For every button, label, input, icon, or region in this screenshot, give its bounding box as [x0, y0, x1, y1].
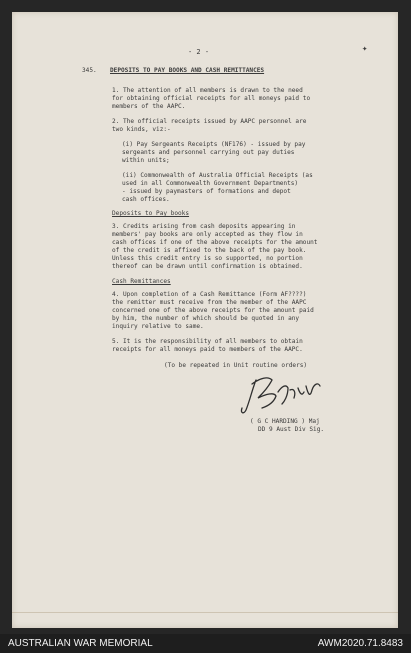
para-1-line-1: 1. The attention of all members is drawn to the need [112, 87, 303, 94]
item-i-line-3: within units; [122, 157, 170, 164]
document-text [12, 12, 398, 628]
para-3-line-3: cash offices if one of the above receipts for the amount [112, 239, 318, 246]
para-1-line-2: for obtaining official receipts for all moneys paid to [112, 95, 311, 102]
item-ii-line-4: cash offices. [122, 196, 170, 203]
subheading-deposits: Deposits to Pay books [112, 210, 190, 217]
subheading-cash-remittances: Cash Remittances [112, 278, 171, 285]
footer-institution: AUSTRALIAN WAR MEMORIAL [8, 638, 153, 649]
item-ii-line-1: (ii) Commonwealth of Australia Official Receipts (as [122, 172, 313, 179]
item-ii-line-2: used in all Commonwealth Government Departments) [122, 180, 299, 187]
page-number: - 2 - [188, 48, 210, 56]
item-ii-line-3: - issued by paymasters of formations and depot [122, 188, 291, 195]
repeat-note: (To be repeated in Unit routine orders) [164, 362, 308, 369]
para-5-line-2: receipts for all moneys paid to members of the AAPC. [112, 346, 303, 353]
para-2-line-2: two kinds, viz:- [112, 126, 171, 133]
archive-footer [0, 634, 411, 653]
para-2-line-1: 2. The official receipts issued by AAPC personnel are [112, 118, 307, 125]
footer-accession-number: AWM2020.71.8483 [317, 638, 403, 649]
para-4-line-1: 4. Upon completion of a Cash Remittance (Form AF????) [112, 291, 307, 298]
para-3-line-5: Unless this credit entry is so supported, no portion [112, 255, 303, 262]
para-5-line-1: 5. It is the responsibility of all members to obtain [112, 338, 303, 345]
handwritten-signature [238, 368, 328, 418]
para-4-line-4: by him, the number of which should be quoted in any [112, 315, 300, 322]
item-i-line-2: sergeants and personnel carrying out pay duties [122, 149, 295, 156]
para-3-line-6: thereof can be drawn until confirmation is obtained. [112, 263, 303, 270]
para-4-line-3: concerned one of the above receipts for the amount paid [112, 307, 314, 314]
section-heading: DEPOSITS TO PAY BOOKS AND CASH REMITTANCES [110, 67, 265, 74]
section-number: 345. [82, 67, 97, 74]
para-3-line-1: 3. Credits arising from cash deposits appearing in [112, 223, 296, 230]
para-1-line-3: members of the AAPC. [112, 103, 186, 110]
para-3-line-4: of the credit is affixed to the back of the pay book. [112, 247, 307, 254]
signatory-name: ( G C HARDING ) Maj [250, 418, 320, 425]
ink-mark: ✦ [362, 44, 368, 54]
page-crease [12, 612, 398, 613]
para-4-line-5: inquiry relative to same. [112, 323, 204, 330]
signatory-role: DD 9 Aust Div Sig. [258, 426, 325, 433]
document-page [12, 12, 398, 628]
para-3-line-2: members' pay books are only accepted as they flow in [112, 231, 303, 238]
item-i-line-1: (i) Pay Sergeants Receipts (NF176) - issued by pay [122, 141, 306, 148]
para-4-line-2: the remitter must receive from the member of the AAPC [112, 299, 307, 306]
